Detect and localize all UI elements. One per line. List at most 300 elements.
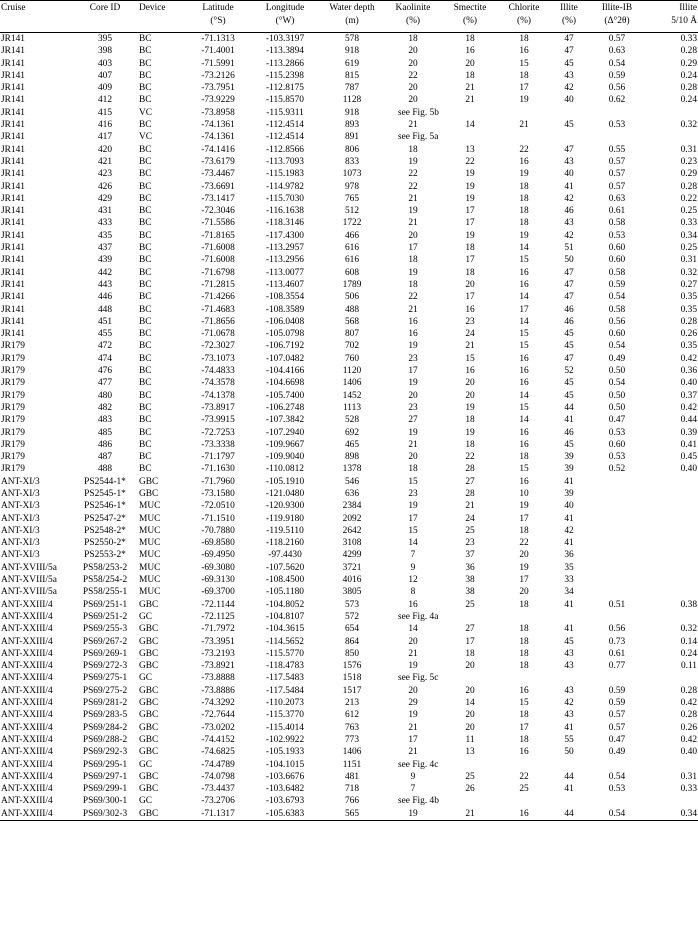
cell-cruise: JR141 [1,156,25,167]
cell-latitude: -71.6798 [201,267,235,278]
cell-smectite: 21 [465,808,475,819]
cell-latitude: -71.4001 [201,46,235,57]
cell-core-id: 442 [97,267,113,278]
cell-kaolinite: 20 [408,230,418,241]
cell-smectite: 28 [465,464,475,475]
cell-smectite: 24 [465,329,475,340]
cell-illite: 43 [564,661,574,672]
cell-core-id: PS2548-2* [84,525,126,536]
table-row [0,230,698,242]
cell-smectite: 20 [465,279,475,290]
cell-longitude: -113.0077 [266,267,304,278]
cell-illite-ratio: 0.26 [680,329,697,340]
cell-illite-ratio: 0.28 [680,710,697,721]
cell-water-depth: 787 [344,83,360,94]
table-row [0,156,698,168]
cell-chlorite: 19 [519,230,529,241]
cell-illite-ratio: 0.32 [680,120,697,131]
cell-smectite: 20 [465,58,475,69]
cell-kaolinite: 20 [408,390,418,401]
cell-cruise: ANT-XXIII/4 [1,661,53,672]
cell-cruise: JR179 [1,427,25,438]
cell-chlorite: 18 [519,734,529,745]
table-row [0,193,698,205]
cell-kaolinite: 9 [410,771,416,782]
cell-device: GBC [139,599,159,610]
cell-illite-ratio: 0.27 [680,279,697,290]
cell-device: GBC [139,710,159,721]
header-kaolinite [384,1,442,33]
cell-illite: 45 [564,439,574,450]
table-row [0,254,698,266]
cell-illite-ib: 0.56 [608,316,626,327]
cell-kaolinite: 14 [408,538,418,549]
table-row [0,500,698,512]
cell-smectite: 18 [465,70,475,81]
table-row [0,795,698,807]
cell-illite: 42 [564,193,574,204]
cell-cruise: ANT-XI/3 [1,538,40,549]
cell-device: MUC [139,550,161,561]
cell-illite: 41 [564,599,574,610]
cell-smectite: 20 [465,685,475,696]
cell-illite: 47 [564,46,574,57]
cell-illite: 41 [564,415,574,426]
cell-chlorite: 25 [519,784,529,795]
cell-chlorite: 19 [519,169,529,180]
cell-device: BC [139,464,152,475]
cell-kaolinite: 17 [408,513,418,524]
table-row [0,33,698,46]
cell-illite-ib: 0.50 [608,366,626,377]
cell-cruise: ANT-XXIII/4 [1,611,53,622]
header-cruise-line1: Cruise [1,3,26,13]
cell-chlorite: 14 [519,415,529,426]
table-row [0,709,698,721]
header-illite-line1: Illite [560,3,578,13]
cell-cruise: JR141 [1,144,25,155]
cell-chlorite: 22 [519,538,529,549]
cell-illite-ratio: 0.31 [680,144,697,155]
cell-cruise: JR141 [1,243,25,254]
cell-illite: 46 [564,304,574,315]
cell-latitude: -73.1417 [201,193,235,204]
cell-illite-ratio: 0.42 [680,734,697,745]
header-illite-ib-line1: Illite-IB [601,3,633,13]
cell-device: BC [139,329,152,340]
cell-illite-ib: 0.59 [608,698,626,709]
cell-longitude: -103.3197 [265,34,305,44]
cell-cruise: ANT-XXIII/4 [1,796,53,807]
cell-device: GC [139,673,153,684]
table-row [0,402,698,414]
cell-water-depth: 773 [344,734,360,745]
cell-latitude: -74.1361 [201,132,235,143]
header-smectite [442,1,498,33]
cell-illite-ratio: 0.35 [680,304,697,315]
cell-device: MUC [139,525,161,536]
cell-latitude: -73.8886 [201,685,235,696]
cell-water-depth: 1073 [342,169,362,180]
cell-latitude: -73.0202 [201,722,235,733]
cell-device: VC [139,107,153,118]
header-chlorite-line1: Chlorite [508,3,540,13]
cell-device: BC [139,120,152,131]
cell-illite-ib: 0.50 [608,402,626,413]
cell-cruise: JR141 [1,83,25,94]
cell-illite-ratio: 0.33 [680,784,697,795]
cell-cruise: ANT-XVIII/5a [1,575,57,586]
cell-chlorite: 21 [519,120,529,131]
cell-kaolinite: 15 [408,525,418,536]
cell-illite: 41 [564,476,574,487]
cell-device: GBC [139,488,159,499]
cell-illite-ratio [646,549,698,561]
cell-water-depth: 616 [344,243,360,254]
cell-cruise: JR141 [1,230,25,241]
cell-chlorite: 18 [519,599,529,610]
cell-illite-ratio: 0.24 [680,95,697,106]
cell-longitude: -109.9040 [265,452,305,463]
cell-cruise: JR141 [1,132,25,143]
cell-device: BC [139,218,152,229]
cell-illite-ib: 0.47 [608,415,626,426]
cell-illite: 50 [564,747,574,758]
cell-device: BC [139,46,152,57]
cell-illite: 52 [564,366,574,377]
cell-water-depth: 1113 [342,402,362,413]
cell-kaolinite: 20 [408,636,418,647]
header-kaolinite-line1: Kaolinite [395,3,431,13]
cell-illite-ratio: 0.29 [680,169,697,180]
cell-longitude: -106.0408 [265,316,305,327]
cell-longitude: -108.4500 [265,575,305,586]
cell-kaolinite: 19 [408,341,418,352]
cell-longitude: -115.1983 [266,169,304,180]
cell-core-id: 474 [97,353,113,364]
cell-cruise: JR141 [1,70,25,81]
cell-smectite: 11 [465,734,475,745]
cell-water-depth: 864 [344,636,360,647]
table-row [0,414,698,426]
cell-water-depth: 1120 [342,366,362,377]
cell-longitude: -105.6383 [265,808,305,819]
cell-smectite: 20 [465,661,475,672]
cell-illite-ratio: 0.42 [680,353,697,364]
cell-illite-ib: 0.60 [608,439,626,450]
cell-device: BC [139,181,152,192]
table-row [0,562,698,574]
cell-core-id: PS69/255-3 [82,624,128,635]
cell-chlorite: 14 [519,292,529,303]
cell-device: BC [139,34,152,44]
cell-water-depth: 1576 [342,661,362,672]
cell-cruise: ANT-XXIII/4 [1,808,53,819]
cell-illite: 44 [564,402,574,413]
table-row [0,549,698,561]
cell-smectite: 19 [465,402,475,413]
cell-water-depth: 488 [344,304,360,315]
cell-latitude: -72.0510 [201,501,235,512]
cell-cruise: JR141 [1,181,25,192]
cell-latitude: -73.6179 [201,156,235,167]
cell-water-depth: 766 [344,796,360,807]
cell-latitude: -73.8917 [201,402,235,413]
cell-cruise: ANT-XXIII/4 [1,784,53,795]
header-device [138,1,186,33]
cell-smectite: 37 [465,550,475,561]
cell-core-id: 421 [97,156,113,167]
cell-longitude: -117.4300 [266,230,304,241]
cell-smectite: 23 [465,538,475,549]
cell-illite-ib [588,513,646,525]
cell-illite-ratio: 0.42 [680,698,697,709]
cell-illite: 43 [564,685,574,696]
cell-longitude: -105.7400 [265,390,305,401]
cell-chlorite: 20 [519,550,529,561]
cell-water-depth: 568 [344,316,360,327]
cell-latitude: -71.8656 [201,316,235,327]
cell-smectite: 18 [465,34,475,44]
cell-illite-ratio: 0.38 [680,599,697,610]
cell-chlorite: 19 [519,501,529,512]
cell-latitude: -71.5991 [201,58,235,69]
cell-kaolinite: 17 [408,734,418,745]
cell-illite: 47 [564,34,574,44]
cell-cruise: ANT-XI/3 [1,476,40,487]
cell-core-id: 435 [97,230,113,241]
cell-illite: 40 [564,95,574,106]
cell-illite-ratio: 0.25 [680,206,697,217]
cell-longitude: -104.6698 [265,378,305,389]
cell-latitude: -69.8580 [201,538,235,549]
cell-longitude: -109.9667 [265,439,305,450]
cell-longitude: -115.7030 [266,193,304,204]
cell-illite-ib: 0.54 [608,341,626,352]
cell-cruise: JR179 [1,378,25,389]
cell-smectite: 16 [465,366,475,377]
cell-longitude: -115.8570 [266,95,304,106]
cell-cruise: ANT-XVIII/5a [1,587,57,598]
cell-smectite: 19 [465,427,475,438]
cell-illite-ib: 0.63 [608,193,626,204]
cell-kaolinite: 21 [408,193,418,204]
cell-core-id: PS2545-1* [84,488,126,499]
cell-device: GC [139,611,153,622]
cell-device: BC [139,366,152,377]
cell-chlorite: 18 [519,648,529,659]
cell-kaolinite: 27 [408,415,418,426]
cell-chlorite: 19 [519,95,529,106]
cell-core-id: PS58/253-2 [82,562,128,573]
cell-water-depth: 850 [344,648,360,659]
cell-longitude: -115.9311 [266,107,304,118]
cell-smectite: 18 [465,648,475,659]
table-row [0,808,698,821]
cell-water-depth: 1452 [342,390,362,401]
table-row [0,648,698,660]
cell-longitude: -103.6793 [265,796,305,807]
cell-smectite: 20 [465,390,475,401]
cell-cruise: JR141 [1,120,25,131]
cell-illite: 45 [564,341,574,352]
cell-core-id: 431 [97,206,113,217]
cell-longitude: -114.5652 [266,636,304,647]
cell-illite: 35 [564,562,574,573]
cell-illite-ratio: 0.11 [680,661,697,672]
cell-core-id: 412 [97,95,113,106]
cell-smectite: 27 [465,624,475,635]
cell-core-id: 482 [97,402,113,413]
table-row [0,181,698,193]
cell-illite: 47 [564,267,574,278]
cell-core-id: PS69/300-1 [82,796,128,807]
cell-illite-ib: 0.58 [608,218,626,229]
cell-water-depth: 578 [344,34,360,44]
cell-cruise: JR141 [1,169,25,180]
cell-illite-ib: 0.53 [608,427,626,438]
cell-chlorite: 16 [519,366,529,377]
cell-core-id: 439 [97,255,113,266]
cell-core-id: 429 [97,193,113,204]
header-core-id-line1: Core ID [89,3,121,13]
header-chlorite-line2: (%) [516,15,532,26]
cell-device: BC [139,452,152,463]
cell-chlorite: 18 [519,193,529,204]
cell-illite-ratio: 0.25 [680,243,697,254]
cell-longitude: -104.3615 [265,624,305,635]
table-row [0,119,698,131]
cell-device: BC [139,267,152,278]
header-water-depth-line2: (m) [345,15,359,26]
cell-illite-ratio: 0.24 [680,648,697,659]
cell-latitude: -71.8165 [201,230,235,241]
cell-latitude: -73.6691 [201,181,235,192]
cell-core-id: 407 [97,70,113,81]
table-row [0,746,698,758]
cell-cruise: ANT-XVIII/5a [1,562,57,573]
cell-illite-ib [588,476,646,488]
header-longitude [250,1,320,33]
cell-core-id: 426 [97,181,113,192]
cell-illite-ib [588,488,646,500]
cell-water-depth: 763 [344,722,360,733]
cell-latitude: -71.1630 [201,464,235,475]
cell-illite: 42 [564,230,574,241]
cell-water-depth: 702 [344,341,360,352]
cell-illite: 45 [564,636,574,647]
cell-kaolinite: 15 [408,476,418,487]
header-illite-ib-line2: (Δ°2θ) [604,15,630,26]
cell-smectite: 23 [465,316,475,327]
cell-core-id: 472 [97,341,113,352]
cell-illite: 41 [564,624,574,635]
cell-latitude: -72.7644 [201,710,235,721]
cell-smectite: 22 [465,156,475,167]
cell-chlorite: 18 [519,181,529,192]
cell-cruise: JR179 [1,402,25,413]
cell-longitude: -116.1638 [266,206,304,217]
cell-water-depth: 546 [344,476,360,487]
cell-kaolinite: 16 [408,329,418,340]
cell-latitude: -74.1416 [201,144,235,155]
cell-cruise: JR141 [1,34,25,44]
cell-cruise: JR141 [1,206,25,217]
cell-device: BC [139,95,152,106]
cell-longitude: -114.9782 [266,181,304,192]
cell-cruise: ANT-XI/3 [1,550,40,561]
cell-core-id: PS69/272-3 [82,661,128,672]
cell-latitude: -73.8921 [201,661,235,672]
cell-kaolinite: 21 [408,439,418,450]
cell-latitude: -74.4789 [201,759,235,770]
cell-core-id: 433 [97,218,113,229]
cell-water-depth: 528 [344,415,360,426]
cell-kaolinite: 19 [408,501,418,512]
cell-smectite: 25 [465,599,475,610]
cell-illite-ratio: 0.26 [680,722,697,733]
cell-kaolinite: 19 [408,156,418,167]
table-row [0,636,698,648]
cell-kaolinite: 21 [408,648,418,659]
cell-kaolinite: 18 [408,279,418,290]
cell-illite-ratio: 0.44 [680,415,697,426]
cell-core-id: 417 [97,132,113,143]
cell-illite-ratio: 0.34 [680,230,697,241]
cell-smectite: 21 [465,341,475,352]
cell-cruise: ANT-XXIII/4 [1,636,53,647]
cell-kaolinite: 22 [408,181,418,192]
cell-latitude: -72.1144 [201,599,235,610]
cell-cruise: ANT-XXIII/4 [1,673,53,684]
cell-kaolinite: 16 [408,316,418,327]
cell-longitude: -112.8566 [266,144,304,155]
cell-core-id: PS69/284-2 [82,722,128,733]
cell-chlorite: 15 [519,58,529,69]
cell-cruise: JR141 [1,255,25,266]
header-latitude [186,1,250,33]
cell-illite: 33 [564,575,574,586]
cell-device: BC [139,193,152,204]
table-row [0,611,698,623]
cell-chlorite: 22 [519,144,529,155]
cell-illite-ib: 0.60 [608,243,626,254]
cell-core-id: PS69/288-2 [82,734,128,745]
table-row [0,513,698,525]
cell-latitude: -73.9229 [201,95,235,106]
table-row [0,70,698,82]
cell-smectite: 19 [465,193,475,204]
cell-cruise: ANT-XXIII/4 [1,624,53,635]
cell-chlorite: 16 [519,156,529,167]
cell-illite-ratio: 0.41 [680,439,697,450]
cell-longitude: -117.5484 [266,685,304,696]
cell-water-depth: 1722 [342,218,362,229]
cell-cruise: ANT-XI/3 [1,501,40,512]
cell-illite-ratio: 0.32 [680,267,697,278]
cell-illite-ib: 0.52 [608,464,626,475]
cell-smectite: 18 [465,267,475,278]
table-row [0,304,698,316]
table-row [0,45,698,57]
cell-kaolinite: 21 [408,722,418,733]
cell-cruise: ANT-XXIII/4 [1,698,53,709]
cell-figure-note: see Fig. 4b [398,796,439,807]
cell-chlorite: 18 [519,70,529,81]
cell-latitude: -69.3700 [201,587,235,598]
cell-core-id: PS2544-1* [84,476,126,487]
cell-chlorite: 18 [519,206,529,217]
